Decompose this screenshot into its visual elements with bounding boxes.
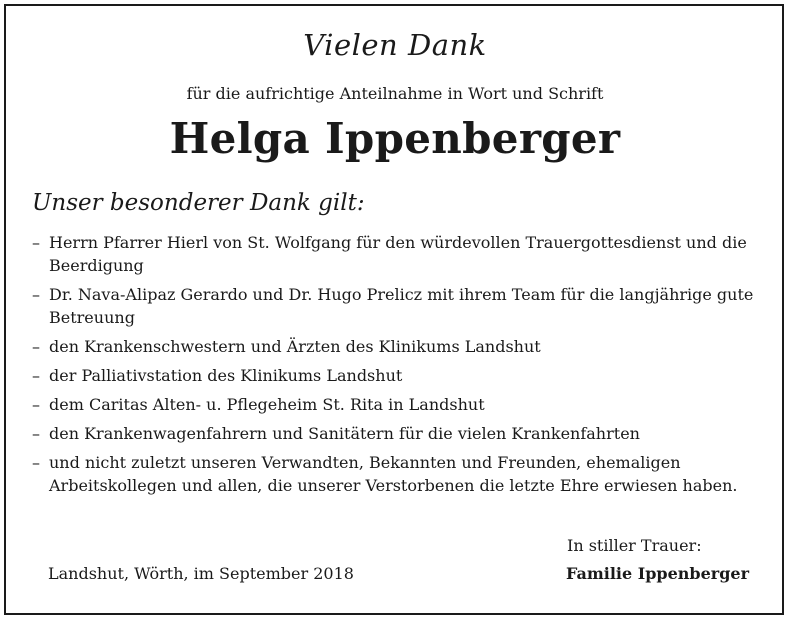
dash-marker: – bbox=[32, 395, 40, 414]
thanks-item-text: der Palliativstation des Klinikums Landshut bbox=[49, 366, 403, 385]
thanks-heading: Unser besonderer Dank gilt: bbox=[32, 190, 365, 216]
dash-marker: – bbox=[32, 453, 40, 472]
thanks-item-text: und nicht zuletzt unseren Verwandten, Bekannten und Freunden, ehemaligen Arbeitskollegen und allen, die unserer Verstorbenen die letzte Ehre erwiesen haben. bbox=[49, 453, 738, 495]
thanks-item-text: dem Caritas Alten- u. Pflegeheim St. Rita in Landshut bbox=[49, 395, 485, 414]
thanks-item bbox=[32, 451, 762, 497]
family-signature: Familie Ippenberger bbox=[565, 564, 749, 583]
thanks-item bbox=[32, 393, 762, 416]
dash-marker: – bbox=[32, 337, 40, 356]
thanks-item bbox=[32, 422, 762, 445]
place-date: Landshut, Wörth, im September 2018 bbox=[48, 564, 354, 583]
notice-subtitle: für die aufrichtige Anteilnahme in Wort und Schrift bbox=[186, 84, 604, 103]
thanks-item-text: den Krankenwagenfahrern und Sanitätern für die vielen Krankenfahrten bbox=[49, 424, 640, 443]
thanks-item-text: den Krankenschwestern und Ärzten des Klinikums Landshut bbox=[49, 337, 541, 356]
deceased-name: Helga Ippenberger bbox=[169, 114, 621, 163]
notice-title: Vielen Dank bbox=[303, 28, 487, 62]
thanks-item bbox=[32, 283, 762, 329]
dash-marker: – bbox=[32, 285, 40, 304]
thanks-item bbox=[32, 335, 762, 358]
dash-marker: – bbox=[32, 233, 40, 252]
thanks-item-text: Dr. Nava-Alipaz Gerardo und Dr. Hugo Prelicz mit ihrem Team für die langjährige gute Betreuung bbox=[49, 285, 754, 327]
thanks-list bbox=[32, 231, 762, 503]
dash-marker: – bbox=[32, 366, 40, 385]
dash-marker: – bbox=[32, 424, 40, 443]
thanks-item-text: Herrn Pfarrer Hierl von St. Wolfgang für den würdevollen Trauergottesdienst und die Beerdigung bbox=[49, 233, 747, 275]
thanks-item bbox=[32, 364, 762, 387]
mourning-label: In stiller Trauer: bbox=[567, 536, 702, 555]
thanks-item bbox=[32, 231, 762, 277]
